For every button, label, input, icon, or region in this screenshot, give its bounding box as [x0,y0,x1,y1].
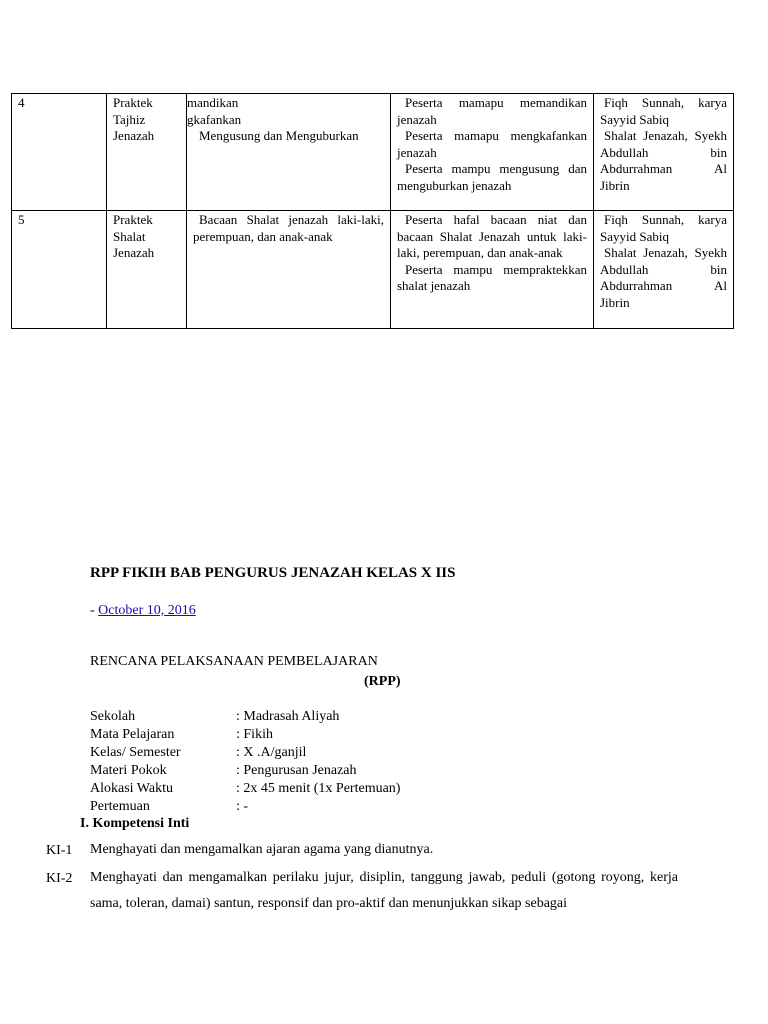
date-prefix: - [90,603,99,618]
indicator-cell: Peserta hafal bacaan niat dan bacaan Shalat Jenazah untuk laki- laki, perempuan, dan anak-anak Peserta mampu mempraktekkan shalat jenazah [391,211,594,329]
material-cell: mandikan gkafankan Mengusung dan Menguburkan [187,94,391,211]
post-date-line [90,603,196,619]
table-row [12,94,734,211]
source-cell: Fiqh Sunnah, karya Sayyid Sabiq Shalat Jenazah, Syekh Abdullah bin Abdurrahman Al Jibrin [594,94,734,211]
topic-cell: Praktek Tajhiz Jenazah [107,94,187,211]
doc-subheading: (RPP) [364,674,401,689]
ki-text: Menghayati dan mengamalkan perilaku jujur, disiplin, tanggung jawab, peduli (gotong royong, kerja sama, toleran, damai) santun, responsif dan pro-aktif dan menunjukkan sikap sebagai [90,870,678,911]
table-row [12,211,734,329]
syllabus-table [11,93,734,329]
row-number: 4 [12,94,107,211]
doc-heading: RENCANA PELAKSANAAN PEMBELAJARAN [90,654,378,669]
topic-cell: Praktek Shalat Jenazah [107,211,187,329]
source-cell: Fiqh Sunnah, karya Sayyid Sabiq Shalat Jenazah, Syekh Abdullah bin Abdurrahman Al Jibrin [594,211,734,329]
section-title: I. Kompetensi Inti [80,816,190,831]
indicator-cell: Peserta mamapu memandikan jenazah Peserta mamapu mengkafankan jenazah Peserta mampu mengusung dan menguburkan jenazah [391,94,594,211]
post-date-link[interactable]: October 10, 2016 [98,603,196,618]
ki-code: KI-1 [46,843,73,858]
material-cell: Bacaan Shalat jenazah laki-laki, perempuan, dan anak-anak [187,211,391,329]
ki-text: Menghayati dan mengamalkan ajaran agama yang dianutnya. [90,842,434,857]
row-number: 5 [12,211,107,329]
ki-code: KI-2 [46,871,73,886]
post-title: RPP FIKIH BAB PENGURUS JENAZAH KELAS X IIS [90,565,456,581]
